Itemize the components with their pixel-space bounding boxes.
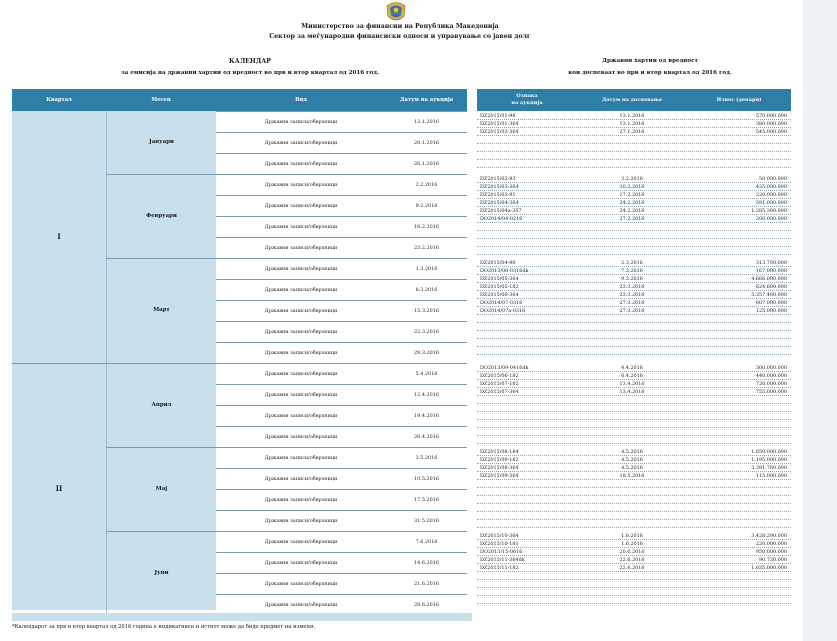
maturity-due-date: 27.1.2016 xyxy=(619,129,645,135)
auction-date: 17.5.2016 xyxy=(414,497,439,503)
auction-type: Државни записи/обврзници xyxy=(264,434,338,440)
ministry-title: Министерство за финансии на Република Македонија xyxy=(301,23,499,30)
maturity-row xyxy=(477,120,791,128)
maturity-code: DZ2015/08-184 xyxy=(480,449,519,455)
maturity-blank-row xyxy=(477,504,791,512)
maturity-due-date: 27.2.2016 xyxy=(619,216,645,222)
maturity-code: DZ2015/04-364 xyxy=(480,200,519,206)
maturity-due-date: 22.6.2016 xyxy=(619,565,645,571)
maturity-code: DZ2015/06-182 xyxy=(480,373,519,379)
maturity-blank-row xyxy=(477,239,791,247)
maturity-row xyxy=(477,267,791,275)
maturity-row xyxy=(477,259,791,267)
maturity-due-date: 23.3.2016 xyxy=(619,292,645,298)
col-date: Датум на аукција xyxy=(399,97,454,103)
auction-date: 21.6.2016 xyxy=(414,581,439,587)
auction-row xyxy=(216,111,467,132)
auction-type: Државни записи/обврзници xyxy=(264,413,338,419)
auction-row xyxy=(216,384,467,405)
auction-date: 16.2.2016 xyxy=(414,224,439,230)
maturity-row xyxy=(477,472,791,480)
auction-type: Државни записи/обврзници xyxy=(264,392,338,398)
maturity-blank-row xyxy=(477,247,791,255)
col-code-line1: Ознака xyxy=(516,93,538,99)
auction-date: 7.6.2016 xyxy=(415,539,438,545)
maturity-row xyxy=(477,464,791,472)
auction-row xyxy=(216,510,467,531)
maturity-amount: 167.000.000 xyxy=(755,268,787,274)
maturity-code: DZ2015/02-93 xyxy=(480,176,516,182)
maturity-due-date: 1.6.2016 xyxy=(621,541,643,547)
auction-row xyxy=(216,573,467,594)
maturity-code: DZ2015/01-98 xyxy=(480,113,516,119)
auction-row xyxy=(216,258,467,279)
maturity-row xyxy=(477,207,791,215)
auction-row xyxy=(216,342,467,363)
month-cell: Јуни xyxy=(106,531,216,615)
maturity-blank-row xyxy=(477,512,791,520)
maturity-row xyxy=(477,364,791,372)
month-divider xyxy=(106,531,216,532)
maturity-code: DO2013/06-0316dk xyxy=(480,268,529,274)
maturity-amount: 50.000.000 xyxy=(758,176,787,182)
auction-type: Државни записи/обврзници xyxy=(264,476,338,482)
maturity-code: DZ2015/05-364 xyxy=(480,276,519,282)
maturity-amount: 624.600.000 xyxy=(755,284,787,290)
col-due-date: Датум на доспевање xyxy=(601,97,663,103)
maturity-blank-row xyxy=(477,428,791,436)
maturity-code: DZ2015/08-364 xyxy=(480,465,519,471)
maturity-row xyxy=(477,183,791,191)
col-month: Месец xyxy=(151,97,171,103)
maturity-amount: 115.000.000 xyxy=(755,473,787,479)
auction-row xyxy=(216,321,467,342)
maturity-blank-row xyxy=(477,436,791,444)
maturity-code: DZ2015/07-182 xyxy=(480,381,519,387)
maturity-amount: 313.700.000 xyxy=(755,260,787,266)
maturity-due-date: 24.2.2016 xyxy=(619,200,645,206)
auction-type: Државни записи/обврзници xyxy=(264,266,338,272)
maturity-code: DO2013/09-0416dk xyxy=(480,365,529,371)
maturity-row xyxy=(477,548,791,556)
auction-type: Државни записи/обврзници xyxy=(264,455,338,461)
maturity-amount: 300.000.000 xyxy=(755,365,787,371)
maturity-due-date: 18.5.2016 xyxy=(619,473,645,479)
col-code-line2: на аукција xyxy=(511,100,543,106)
maturity-amount: 950.000.000 xyxy=(755,549,787,555)
maturity-blank-row xyxy=(477,331,791,339)
maturity-blank-row xyxy=(477,223,791,231)
maturity-amount: 1.650.000.000 xyxy=(751,449,787,455)
maturity-due-date: 10.2.2016 xyxy=(619,184,645,190)
month-divider xyxy=(106,174,216,175)
maturity-row xyxy=(477,128,791,136)
maturity-blank-row xyxy=(477,315,791,323)
maturity-table-header xyxy=(477,89,791,111)
month-divider xyxy=(106,447,216,448)
col-amount: Износ (денари) xyxy=(716,97,762,103)
auction-date: 5.4.2016 xyxy=(415,371,438,377)
maturity-code: DO2014/07-0316 xyxy=(480,300,523,306)
col-type: Вид xyxy=(295,97,307,103)
maturity-due-date: 4.5.2016 xyxy=(621,457,643,463)
maturity-amount: 220.000.000 xyxy=(755,192,787,198)
auction-date: 26.1.2016 xyxy=(414,161,439,167)
maturity-amount: 200.000.000 xyxy=(755,216,787,222)
auction-row xyxy=(216,174,467,195)
maturity-code: DZ2015/03-91 xyxy=(480,192,516,198)
maturity-code: DZ2015/03-364 xyxy=(480,184,519,190)
auction-type: Државни записи/обврзници xyxy=(264,245,338,251)
auction-row xyxy=(216,552,467,573)
auction-row xyxy=(216,447,467,468)
maturity-row xyxy=(477,380,791,388)
auction-row xyxy=(216,279,467,300)
auction-row xyxy=(216,195,467,216)
auction-table-body xyxy=(12,111,467,610)
maturity-row xyxy=(477,299,791,307)
table-footer-bar xyxy=(12,613,472,621)
auction-date: 10.5.2016 xyxy=(414,476,439,482)
maturity-amount: 545.000.000 xyxy=(755,129,787,135)
auction-date: 12.1.2016 xyxy=(414,119,439,125)
maturity-amount: 3.428.290.000 xyxy=(751,533,787,539)
calendar-subtitle: за емисија на државни хартии од вредност во прв и втор квартал од 2016 год. xyxy=(121,70,379,76)
maturity-amount: 1.195.000.000 xyxy=(751,457,787,463)
month-cell: Март xyxy=(106,258,216,363)
auction-type: Државни записи/обврзници xyxy=(264,203,338,209)
maturity-amount: 4.666.000.000 xyxy=(751,276,787,282)
auction-row xyxy=(216,300,467,321)
maturity-code: DZ2015/09-182 xyxy=(480,457,519,463)
maturity-row xyxy=(477,175,791,183)
maturity-due-date: 2.3.2016 xyxy=(621,260,643,266)
maturity-blank-row xyxy=(477,412,791,420)
maturity-due-date: 4.5.2016 xyxy=(621,465,643,471)
maturity-due-date: 27.3.2016 xyxy=(619,300,645,306)
maturity-blank-row xyxy=(477,488,791,496)
maturity-code: DZ2015/04a-357 xyxy=(480,208,522,214)
maturity-row xyxy=(477,291,791,299)
maturity-blank-row xyxy=(477,520,791,528)
maturity-due-date: 23.3.2016 xyxy=(619,284,645,290)
auction-type: Државни записи/обврзници xyxy=(264,308,338,314)
maturity-code: DZ2015/09-364 xyxy=(480,473,519,479)
maturity-row xyxy=(477,556,791,564)
maturity-due-date: 13.1.2016 xyxy=(619,113,645,119)
auction-date: 1.3.2016 xyxy=(415,266,438,272)
maturity-blank-row xyxy=(477,588,791,596)
maturity-code: DO2014/07a-0316 xyxy=(480,308,526,314)
maturity-blank-row xyxy=(477,480,791,488)
auction-type: Државни записи/обврзници xyxy=(264,329,338,335)
auction-type: Државни записи/обврзници xyxy=(264,497,338,503)
auction-type: Државни записи/обврзници xyxy=(264,161,338,167)
maturity-row xyxy=(477,215,791,223)
maturity-amount: 1.035.000.000 xyxy=(751,565,787,571)
maturity-due-date: 27.3.2016 xyxy=(619,308,645,314)
auction-row xyxy=(216,132,467,153)
maturity-due-date: 24.2.2016 xyxy=(619,208,645,214)
auction-date: 14.6.2016 xyxy=(414,560,439,566)
maturity-due-date: 9.3.2016 xyxy=(621,276,643,282)
maturity-due-date: 22.6.2016 xyxy=(619,557,645,563)
maturity-row xyxy=(477,199,791,207)
auction-date: 3.5.2016 xyxy=(415,455,438,461)
maturity-amount: 591.000.000 xyxy=(755,200,787,206)
auction-date: 12.4.2016 xyxy=(414,392,439,398)
maturity-due-date: 6.4.2016 xyxy=(621,373,643,379)
maturity-row xyxy=(477,564,791,572)
maturity-blank-row xyxy=(477,152,791,160)
auction-row xyxy=(216,216,467,237)
auction-date: 26.4.2016 xyxy=(414,434,439,440)
maturity-code: DZ2015/10-181 xyxy=(480,541,519,547)
maturity-amount: 755.000.000 xyxy=(755,389,787,395)
auction-date: 31.5.2016 xyxy=(414,518,439,524)
auction-row xyxy=(216,531,467,552)
auction-type: Државни записи/обврзници xyxy=(264,371,338,377)
maturity-code: DZ2015/11-364dk xyxy=(480,557,525,563)
maturity-table xyxy=(477,89,791,610)
footnote: *Календарот за прв и втор квартал од 2016 година е индикативен и истиот може да биде предмет на измени. xyxy=(12,624,316,630)
calendar-title: КАЛЕНДАР xyxy=(229,58,271,65)
maturity-amount: 440.000.000 xyxy=(755,373,787,379)
maturity-code: DZ2015/02-364 xyxy=(480,129,519,135)
maturity-code: DZ2015/04-90 xyxy=(480,260,516,266)
maturity-code: DO2014/04-0216 xyxy=(480,216,523,222)
maturity-due-date: 13.4.2016 xyxy=(619,381,645,387)
auction-date: 9.2.2016 xyxy=(415,203,438,209)
maturity-title: Државни хартии од вредност xyxy=(601,58,698,64)
auction-row xyxy=(216,594,467,615)
maturity-row xyxy=(477,388,791,396)
auction-table-header xyxy=(12,89,467,111)
auction-type: Државни записи/обврзници xyxy=(264,287,338,293)
maturity-row xyxy=(477,456,791,464)
auction-date: 23.2.2016 xyxy=(414,245,439,251)
maturity-amount: 220.000.000 xyxy=(755,541,787,547)
maturity-amount: 380.000.000 xyxy=(755,121,787,127)
auction-date: 8.3.2016 xyxy=(415,287,438,293)
auction-type: Државни записи/обврзници xyxy=(264,581,338,587)
maturity-code: DZ2015/05-182 xyxy=(480,284,519,290)
sector-title: Сектор за меѓународни финансиски односи и управување со јавен долг xyxy=(269,33,531,40)
auction-date: 15.3.2016 xyxy=(414,308,439,314)
maturity-blank-row xyxy=(477,144,791,152)
maturity-code: DZ2015/10-364 xyxy=(480,533,519,539)
auction-date: 2.2.2016 xyxy=(415,182,438,188)
coat-of-arms-emblem xyxy=(384,0,408,24)
maturity-subtitle: кои доспеваат во прв и втор квартал од 2016 год. xyxy=(568,70,732,76)
maturity-blank-row xyxy=(477,420,791,428)
auction-date: 28.6.2016 xyxy=(414,602,439,608)
maturity-row xyxy=(477,275,791,283)
maturity-due-date: 4.5.2016 xyxy=(621,449,643,455)
auction-type: Државни записи/обврзници xyxy=(264,224,338,230)
month-divider xyxy=(106,258,216,259)
maturity-row xyxy=(477,532,791,540)
maturity-due-date: 3.2.2016 xyxy=(621,176,643,182)
maturity-due-date: 7.3.2016 xyxy=(621,268,643,274)
maturity-amount: 720.000.000 xyxy=(755,381,787,387)
maturity-amount: 5.357.400.000 xyxy=(751,292,787,298)
auction-row xyxy=(216,363,467,384)
maturity-row xyxy=(477,540,791,548)
maturity-blank-row xyxy=(477,160,791,168)
quarter-cell: II xyxy=(55,484,63,493)
maturity-code: DZ2015/11-182 xyxy=(480,565,519,571)
auction-type: Државни записи/обврзници xyxy=(264,560,338,566)
auction-type: Државни записи/обврзници xyxy=(264,140,338,146)
auction-row xyxy=(216,237,467,258)
maturity-blank-row xyxy=(477,596,791,604)
auction-row xyxy=(216,468,467,489)
auction-row xyxy=(216,153,467,174)
maturity-blank-row xyxy=(477,404,791,412)
quarter-cell: I xyxy=(57,232,61,241)
maturity-amount: 435.000.000 xyxy=(755,184,787,190)
auction-row xyxy=(216,426,467,447)
maturity-row xyxy=(477,112,791,120)
auction-calendar-table xyxy=(12,89,467,610)
maturity-due-date: 17.2.2016 xyxy=(619,192,645,198)
month-cell: Јануари xyxy=(106,111,216,174)
col-quarter: Квартал xyxy=(46,97,72,103)
auction-type: Државни записи/обврзници xyxy=(264,182,338,188)
auction-row xyxy=(216,405,467,426)
maturity-blank-row xyxy=(477,136,791,144)
maturity-code: DZ2015/07-364 xyxy=(480,389,519,395)
maturity-row xyxy=(477,191,791,199)
auction-date: 19.4.2016 xyxy=(414,413,439,419)
month-cell: Мај xyxy=(106,447,216,531)
maturity-amount: 90.730.000 xyxy=(758,557,787,563)
maturity-due-date: 4.4.2016 xyxy=(621,365,643,371)
maturity-blank-row xyxy=(477,580,791,588)
maturity-amount: 3.391.780.000 xyxy=(751,465,787,471)
maturity-blank-row xyxy=(477,496,791,504)
auction-date: 29.3.2016 xyxy=(414,350,439,356)
auction-date: 22.3.2016 xyxy=(414,329,439,335)
maturity-code: DO2013/15-0616 xyxy=(480,549,523,555)
month-cell: Април xyxy=(106,363,216,447)
maturity-due-date: 13.4.2016 xyxy=(619,389,645,395)
maturity-row xyxy=(477,448,791,456)
auction-date: 20.1.2016 xyxy=(414,140,439,146)
maturity-blank-row xyxy=(477,231,791,239)
maturity-row xyxy=(477,307,791,315)
maturity-due-date: 1.6.2016 xyxy=(621,533,643,539)
maturity-due-date: 13.1.2016 xyxy=(619,121,645,127)
auction-type: Државни записи/обврзници xyxy=(264,539,338,545)
auction-row xyxy=(216,489,467,510)
maturity-blank-row xyxy=(477,572,791,580)
quarter-divider xyxy=(12,363,216,364)
maturity-blank-row xyxy=(477,339,791,347)
month-cell: Февруари xyxy=(106,174,216,258)
auction-type: Државни записи/обврзници xyxy=(264,602,338,608)
maturity-due-date: 20.6.2016 xyxy=(619,549,645,555)
auction-type: Државни записи/обврзници xyxy=(264,119,338,125)
maturity-blank-row xyxy=(477,396,791,404)
page-gutter xyxy=(803,0,837,641)
maturity-blank-row xyxy=(477,323,791,331)
maturity-blank-row xyxy=(477,347,791,355)
maturity-amount: 570.000.000 xyxy=(755,113,787,119)
maturity-amount: 125.000.000 xyxy=(755,308,787,314)
maturity-amount: 1.285.300.000 xyxy=(751,208,787,214)
maturity-row xyxy=(477,283,791,291)
auction-type: Државни записи/обврзници xyxy=(264,518,338,524)
auction-type: Државни записи/обврзници xyxy=(264,350,338,356)
maturity-code: DZ2015/06-364 xyxy=(480,292,519,298)
maturity-code: DZ2015/01-364 xyxy=(480,121,519,127)
maturity-amount: 607.000.000 xyxy=(755,300,787,306)
maturity-row xyxy=(477,372,791,380)
